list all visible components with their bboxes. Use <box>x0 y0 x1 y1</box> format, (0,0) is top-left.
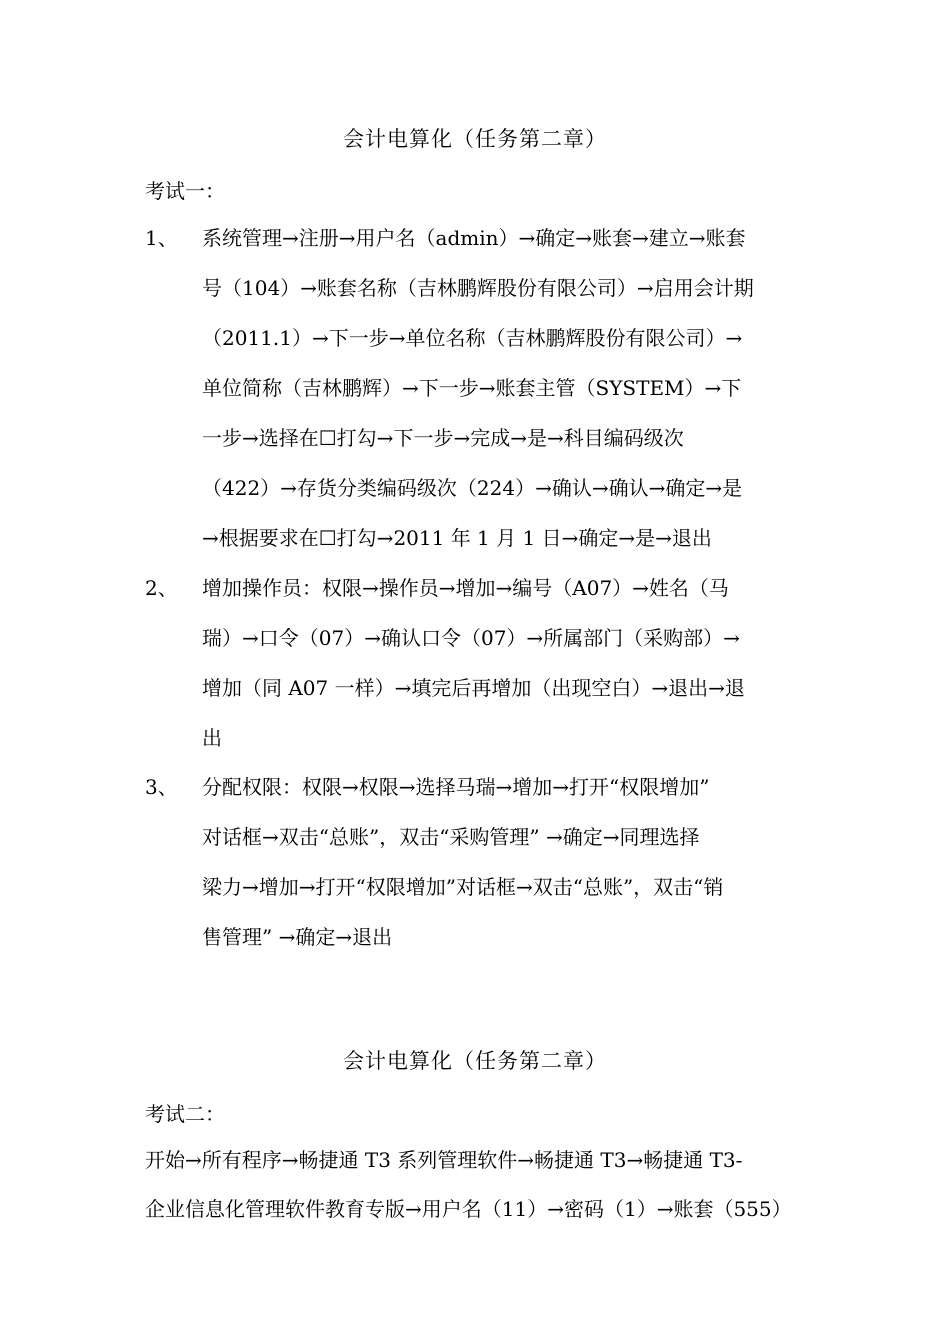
item1-line4: 单位简称（吉林鹏辉）→下一步→账套主管（SYSTEM）→下 <box>202 376 742 400</box>
section1-title: 会计电算化（任务第二章） <box>343 127 607 151</box>
section1-heading: 考试一： <box>145 179 225 203</box>
section2-line1: 开始→所有程序→畅捷通 T3 系列管理软件→畅捷通 T3→畅捷通 T3- <box>145 1148 743 1172</box>
item3-line1: 分配权限：权限→权限→选择马瑞→增加→打开“权限增加” <box>202 775 710 799</box>
item2-line2: 瑞）→口令（07）→确认口令（07）→所属部门（采购部）→ <box>202 626 740 650</box>
item1-line7: →根据要求在☐打勾→2011 年 1 月 1 日→确定→是→退出 <box>202 526 712 550</box>
item1-line3: （2011.1）→下一步→单位名称（吉林鹏辉股份有限公司）→ <box>202 326 743 350</box>
item1-line1: 系统管理→注册→用户名（admin）→确定→账套→建立→账套 <box>202 226 746 250</box>
section2-line2: 企业信息化管理软件教育专版→用户名（11）→密码（1）→账套（555） <box>145 1197 792 1221</box>
item1-line6: （422）→存货分类编码级次（224）→确认→确认→确定→是 <box>202 476 743 500</box>
section2-title: 会计电算化（任务第二章） <box>343 1049 607 1073</box>
item2-line3: 增加（同 A07 一样）→填完后再增加（出现空白）→退出→退 <box>202 676 745 700</box>
item2-line4: 出 <box>202 726 222 750</box>
item1-number: 1、 <box>145 226 178 250</box>
item3-line4: 售管理” →确定→退出 <box>202 925 393 949</box>
item3-line2: 对话框→双击“总账”，双击“采购管理” →确定→同理选择 <box>202 825 700 849</box>
item3-number: 3、 <box>145 775 178 799</box>
item1-line2: 号（104）→账套名称（吉林鹏辉股份有限公司）→启用会计期 <box>202 276 754 300</box>
item1-line5: 一步→选择在☐打勾→下一步→完成→是→科目编码级次 <box>202 426 684 450</box>
item2-number: 2、 <box>145 576 178 600</box>
section2-heading: 考试二： <box>145 1102 225 1126</box>
item3-line3: 梁力→增加→打开“权限增加”对话框→双击“总账”，双击“销 <box>202 875 724 899</box>
item2-line1: 增加操作员：权限→操作员→增加→编号（A07）→姓名（马 <box>202 576 729 600</box>
